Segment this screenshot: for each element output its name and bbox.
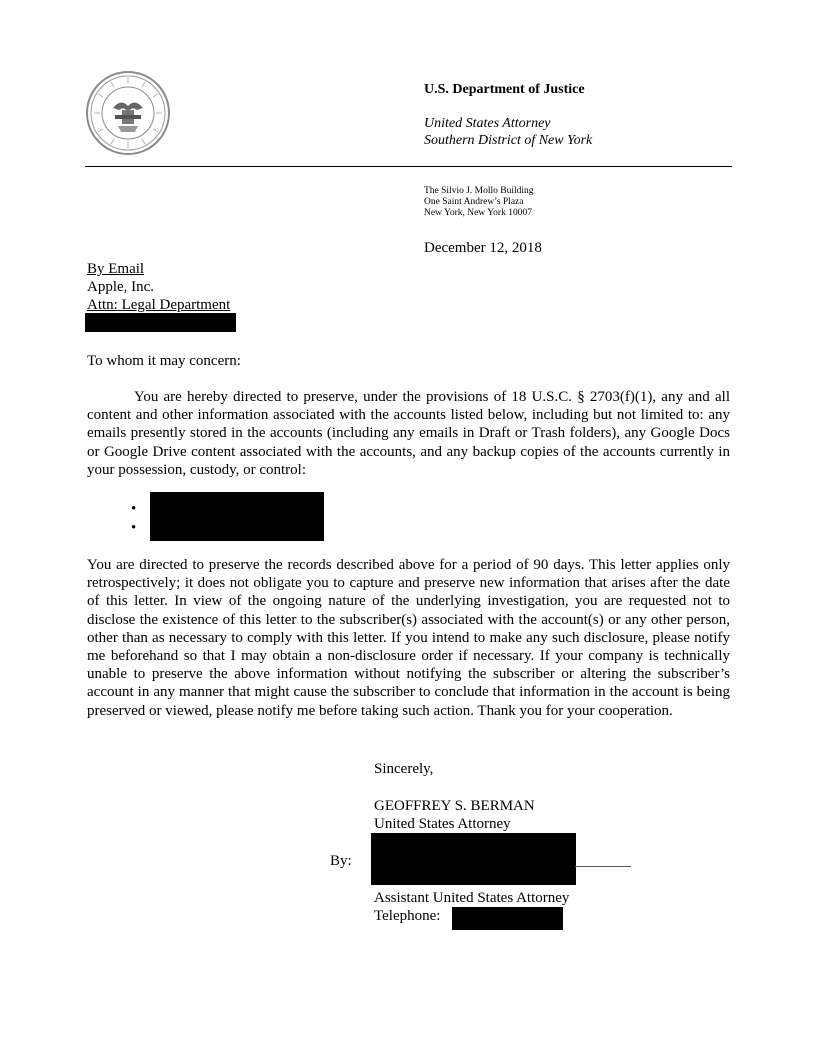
letterhead-divider — [85, 166, 732, 167]
body-paragraph-1: You are hereby directed to preserve, under the provisions of 18 U.S.C. § 2703(f)(1), any and all content and other information associated with the accounts listed below, including but not limited to: any emails presently stored in the accounts (including any emails in Draft or Trash folders), any Google Docs or Google Drive content associated with the accounts, and any backup copies of the accounts currently in your possession, custody, or control: — [87, 389, 730, 478]
signature-line — [575, 866, 631, 867]
bullet-2: • — [131, 520, 137, 536]
address-line-2: One Saint Andrew’s Plaza — [424, 197, 524, 207]
bullet-1: • — [131, 501, 137, 517]
redaction-signature — [371, 833, 576, 885]
address-line-1: The Silvio J. Mollo Building — [424, 186, 534, 196]
office-line-1: United States Attorney — [424, 116, 551, 131]
signer-name: GEOFFREY S. BERMAN — [374, 798, 535, 814]
redaction-recipient-address — [85, 313, 236, 332]
office-line-2: Southern District of New York — [424, 133, 593, 148]
by-label: By: — [330, 853, 352, 869]
assistant-title: Assistant United States Attorney — [374, 890, 570, 906]
recipient-attn: Attn: Legal Department — [87, 297, 231, 313]
body-paragraph-2: You are directed to preserve the records described above for a period of 90 days. This letter applies only retrospectively; it does not obligate you to capture and preserve new information that arises after the date of this letter. In view of the ongoing nature of the underlying investigation, you are requested not to disclose the existence of this letter to the subscriber(s) associated with the account(s) or any other person, other than as necessary to comply with this letter. If you intend to make any such disclosure, please notify me beforehand so that I may obtain a non-disclosure order if necessary. If your company is technically unable to preserve the above information without notifying the subscriber or altering the subscriber’s account in any manner that might cause the subscriber to conclude that information in the account is being preserved or viewed, please notify me before taking such action. Thank you for your cooperation. — [87, 557, 730, 719]
recipient-company: Apple, Inc. — [87, 279, 155, 295]
letter-date: December 12, 2018 — [424, 240, 542, 256]
delivery-method: By Email — [87, 261, 145, 277]
doj-seal-icon — [85, 70, 171, 156]
redaction-telephone — [452, 907, 563, 930]
department-title: U.S. Department of Justice — [424, 82, 585, 97]
signer-office: United States Attorney — [374, 816, 511, 832]
address-line-3: New York, New York 10007 — [424, 208, 532, 218]
salutation: To whom it may concern: — [87, 353, 241, 369]
telephone-label: Telephone: — [374, 908, 441, 924]
closing: Sincerely, — [374, 761, 434, 777]
redaction-account-list — [150, 492, 324, 541]
